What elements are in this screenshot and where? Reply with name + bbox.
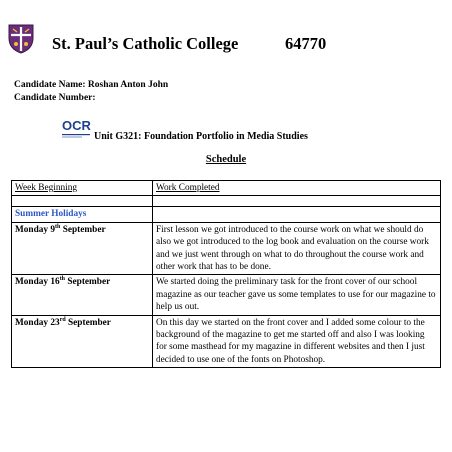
empty-cell xyxy=(12,196,153,207)
work-cell: On this day we started on the front cover and I added some colour to the background of the magazine to get me started off and also I was looking for some masthead for my magazine in different websites and then I just decided to use one of the fonts on Photoshop. xyxy=(153,315,441,368)
week-beginning-header: Week Beginning xyxy=(15,183,77,193)
table-header-cell xyxy=(153,181,441,196)
schedule-table xyxy=(11,180,441,368)
candidate-name: Candidate Name: Roshan Anton John xyxy=(14,80,169,90)
work-cell: We started doing the preliminary task for the front cover of our school magazine as our teacher gave us some templates to use for our magazine to help us out. xyxy=(153,275,441,315)
summer-holidays-label: Summer Holidays xyxy=(15,209,87,220)
empty-spacer-row xyxy=(12,196,441,207)
table-row xyxy=(12,315,441,368)
school-name: St. Paul’s Catholic College xyxy=(52,34,239,53)
table-row xyxy=(12,222,441,275)
table-header-cell xyxy=(12,181,153,196)
candidate-number: Candidate Number: xyxy=(14,93,96,103)
schedule-heading: Schedule xyxy=(205,154,247,165)
work-completed-header: Work Completed xyxy=(156,183,220,193)
work-cell: First lesson we got introduced to the course work on what we should do also we got introduced to the log book and evaluation on the course work and we just went through on what to do throughout the course work and other work that has to be done. xyxy=(153,222,441,275)
week-cell: Monday 16th September xyxy=(12,275,153,315)
week-cell: Monday 23rd September xyxy=(12,315,153,368)
week-cell: Monday 9th September xyxy=(12,222,153,275)
table-row xyxy=(12,275,441,315)
centre-number: 64770 xyxy=(285,34,327,53)
empty-cell xyxy=(153,207,441,222)
ocr-logo-text: OCR xyxy=(62,118,91,133)
school-crest-logo xyxy=(8,24,34,54)
empty-cell xyxy=(153,196,441,207)
holidays-row xyxy=(12,207,441,222)
holidays-cell xyxy=(12,207,153,222)
table-header-row xyxy=(12,181,441,196)
unit-title: Unit G321: Foundation Portfolio in Media Studies xyxy=(94,131,308,142)
ocr-logo xyxy=(62,115,92,139)
